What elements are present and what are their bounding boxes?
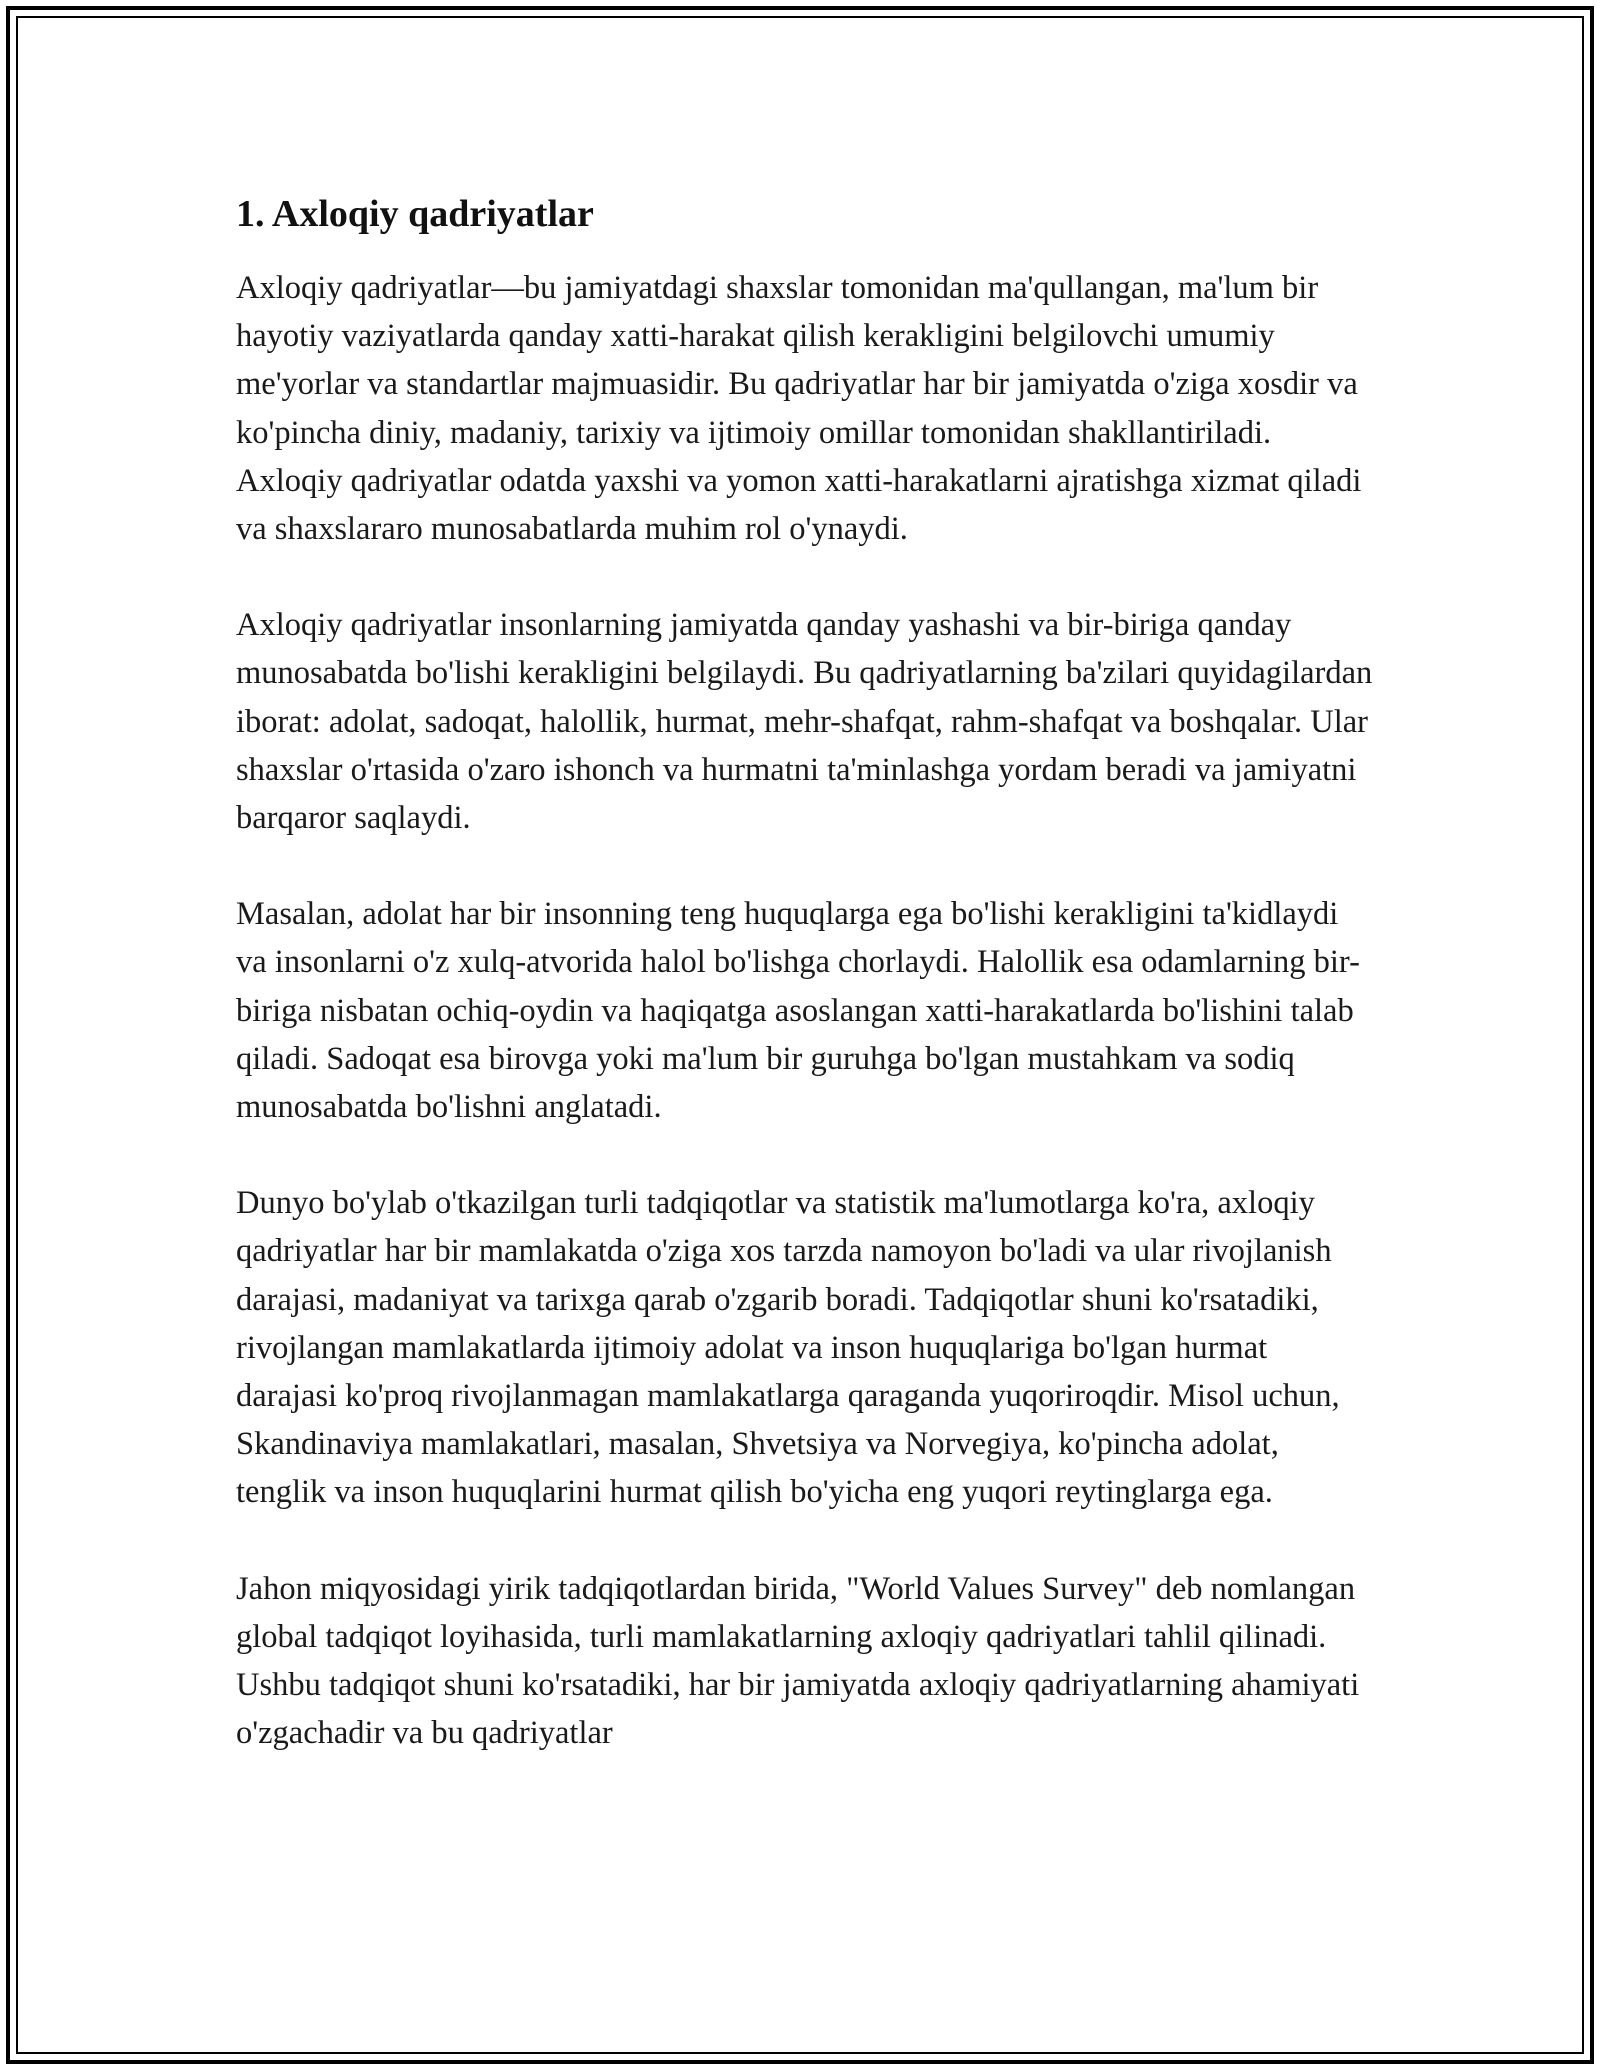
section-heading: 1. Axloqiy qadriyatlar: [236, 193, 594, 235]
paragraph-3: Masalan, adolat har bir insonning teng huquqlarga ega bo'lishi kerakligini ta'kidlaydi va insonlarni o'z xulq-atvorida halol bo'lishga chorlaydi. Halollik esa odamlarning bir-biriga nisbatan ochiq-oydin va haqiqatga asoslangan xatti-harakatlarda bo'lishini talab qiladi. Sadoqat esa birovga yoki ma'lum bir guruhga bo'lgan mustahkam va sodiq munosabatda bo'lishni anglatadi.: [236, 896, 1360, 1126]
paragraph-5: Jahon miqyosidagi yirik tadqiqotlardan birida, "World Values Survey" deb nomlangan global tadqiqot loyihasida, turli mamlakatlarning axloqiy qadriyatlari tahlil qilinadi. Ushbu tadqiqot shuni ko'rsatadiki, har bir jamiyatda axloqiy qadriyatlarning ahamiyati o'zgachadir va bu qadriyatlar: [236, 1570, 1360, 1752]
paragraph-1: Axloqiy qadriyatlar—bu jamiyatdagi shaxslar tomonidan ma'qullangan, ma'lum bir hayotiy vaziyatlarda qanday xatti-harakat qilish kerakligini belgilovchi umumiy me'yorlar va standartlar majmuasidir. Bu qadriyatlar har bir jamiyatda o'ziga xosdir va ko'pincha diniy, madaniy, tarixiy va ijtimoiy omillar tomonidan shakllantiriladi. Axloqiy qadriyatlar odatda yaxshi va yomon xatti-harakatlarni ajratishga xizmat qiladi va shaxslararo munosabatlarda muhim rol o'ynaydi.: [236, 270, 1362, 548]
paragraph-2: Axloqiy qadriyatlar insonlarning jamiyatda qanday yashashi va bir-biriga qanday munosabatda bo'lishi kerakligini belgilaydi. Bu qadriyatlarning ba'zilari quyidagilardan iborat: adolat, sadoqat, halollik, hurmat, mehr-shafqat, rahm-shafqat va boshqalar. Ular shaxslar o'rtasida o'zaro ishonch va hurmatni ta'minlashga yordam beradi va jamiyatni barqaror saqlaydi.: [236, 607, 1373, 837]
document-body: [236, 186, 1376, 1805]
paragraph-4: Dunyo bo'ylab o'tkazilgan turli tadqiqotlar va statistik ma'lumotlarga ko'ra, axloqiy qadriyatlar har bir mamlakatda o'ziga xos tarzda namoyon bo'ladi va ular rivojlanish darajasi, madaniyat va tarixga qarab o'zgarib boradi. Tadqiqotlar shuni ko'rsatadiki, rivojlangan mamlakatlarda ijtimoiy adolat va inson huquqlariga bo'lgan hurmat darajasi ko'proq rivojlanmagan mamlakatlarga qaraganda yuqoriroqdir. Misol uchun, Skandinaviya mamlakatlari, masalan, Shvetsiya va Norvegiya, ko'pincha adolat, tenglik va inson huquqlarini hurmat qilish bo'yicha eng yuqori reytinglarga ega.: [236, 1185, 1340, 1511]
